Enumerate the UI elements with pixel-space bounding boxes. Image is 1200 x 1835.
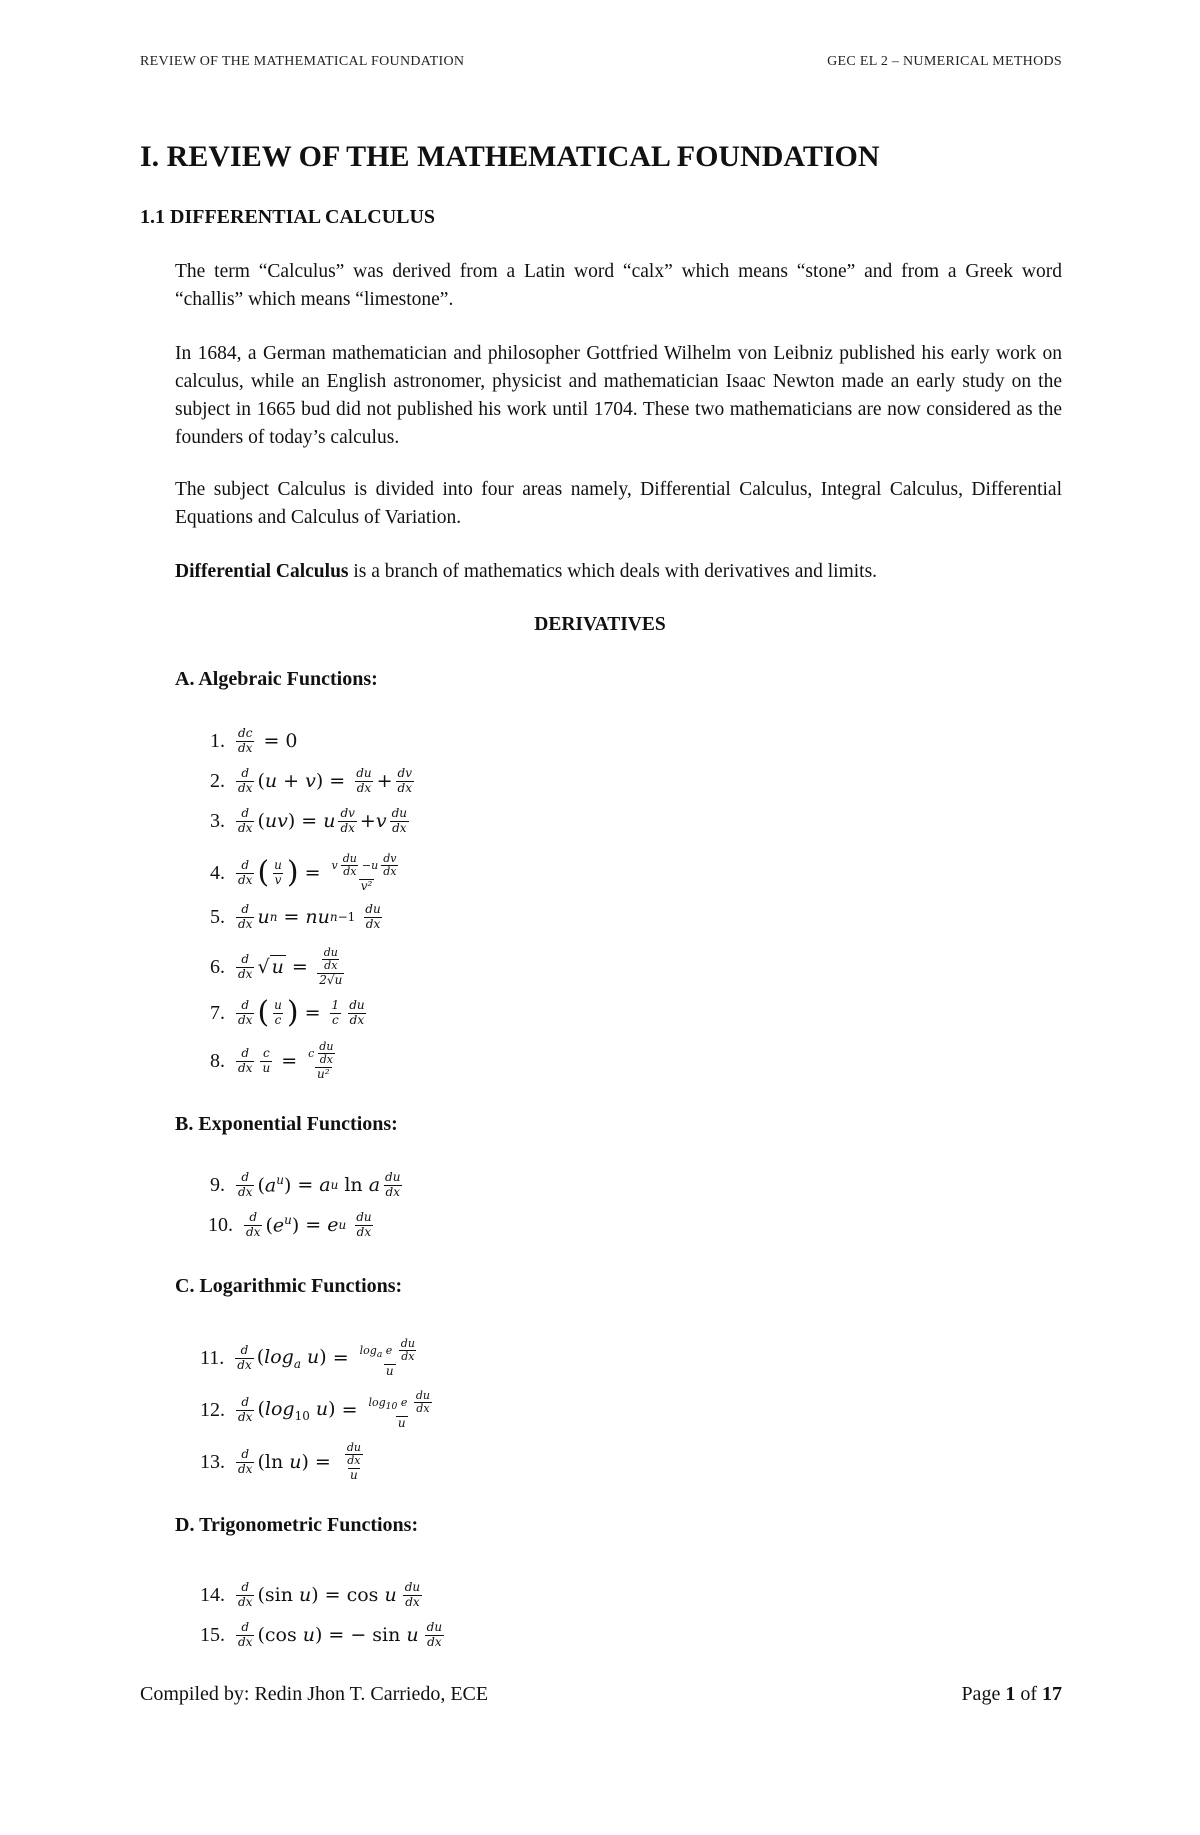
formula-9: 9. $\frac{d}{dx}$ $(a^u)$ = a u ln a $\frac{du}{dx}$ — [210, 1170, 401, 1199]
formula-number: 4. — [210, 861, 225, 884]
formula-3: 3. $\frac{d}{dx}$ (uv) = u $\frac{dv}{dx}$ + v $\frac{du}{dx}$ — [210, 806, 407, 835]
page-label: Page — [961, 1683, 1006, 1705]
page-of: of — [1015, 1683, 1042, 1705]
section-title: 1.1 DIFFERENTIAL CALCULUS — [140, 206, 436, 228]
running-header-left: REVIEW OF THE MATHEMATICAL FOUNDATION — [140, 54, 465, 69]
formula-number: 5. — [210, 905, 225, 928]
formula-number: 3. — [210, 809, 225, 832]
page-total: 17 — [1042, 1683, 1062, 1705]
formula-10: 10. $\frac{d}{dx}$ $(e^u)$ = e u $\frac{du}{dx}$ — [208, 1210, 372, 1239]
formula-1: 1. $\frac{dc}{dx}$ = 0 — [210, 726, 298, 755]
formula-2: 2. $\frac{d}{dx}$ (u + v) = $\frac{du}{dx}$ + $\frac{dv}{dx}$ — [210, 766, 413, 795]
formula-6: 6. $\frac{d}{dx}$ √ u = $\frac{\frac{du}{dx}}{2√u}$ — [210, 945, 343, 987]
formula-13: 13. $\frac{d}{dx}$ (ln u) = $\frac{\frac{du}{dx}}{u}$ — [200, 1440, 361, 1482]
formula-15: 15. $\frac{d}{dx}$ (cos u) = − sin u $\frac{du}{dx}$ — [200, 1620, 443, 1649]
formula-number: 10. — [208, 1213, 233, 1236]
formula-number: 13. — [200, 1450, 225, 1473]
subhead-trigonometric: D. Trigonometric Functions: — [175, 1514, 419, 1536]
paragraph-definition — [175, 558, 1062, 586]
formula-number: 14. — [200, 1583, 225, 1606]
footer-page-number — [961, 1683, 1062, 1706]
formula-7: 7. $\frac{d}{dx}$ ( $\frac{u}{c}$ ) = $\frac{1}{c}$ $\frac{du}{dx}$ — [210, 995, 365, 1030]
formula-12: 12. $\frac{d}{dx}$ ($\log_{10}$ u) = $\log_{10} e$ $\frac{du}{dx}$ u — [200, 1388, 430, 1430]
formula-number: 12. — [200, 1398, 225, 1421]
definition-term: Differential Calculus — [175, 561, 349, 582]
subhead-algebraic: A. Algebraic Functions: — [175, 668, 378, 690]
paragraph-areas: The subject Calculus is divided into four areas namely, Differential Calculus, Integral Calculus, Differential Equations and Calculus of Variation. — [175, 479, 1062, 528]
formula-14: 14. $\frac{d}{dx}$ (sin u) = cos u $\frac{du}{dx}$ — [200, 1580, 421, 1609]
formula-number: 1. — [210, 729, 225, 752]
formula-number: 2. — [210, 769, 225, 792]
running-header-right: GEC EL 2 – NUMERICAL METHODS — [827, 54, 1062, 69]
subhead-logarithmic: C. Logarithmic Functions: — [175, 1275, 403, 1297]
formula-number: 11. — [200, 1346, 225, 1369]
formula-11: 11. $\frac{d}{dx}$ ($\log_a$ u) = $\log_a e$ $\frac{du}{dx}$ u — [200, 1336, 415, 1378]
paragraph-etymology: The term “Calculus” was derived from a Latin word “calx” which means “stone” and from a Greek word “challis” which means “limestone”. — [175, 261, 1062, 310]
formula-number: 7. — [210, 1001, 225, 1024]
formula-8: 8. $\frac{d}{dx}$ $\frac{c}{u}$ = c $\frac{du}{dx}$ u² — [210, 1039, 334, 1081]
formula-number: 9. — [210, 1173, 225, 1196]
subhead-exponential: B. Exponential Functions: — [175, 1113, 398, 1135]
formula-number: 8. — [210, 1049, 225, 1072]
derivatives-heading: DERIVATIVES — [534, 614, 666, 635]
paragraph-history: In 1684, a German mathematician and philosopher Gottfried Wilhelm von Leibniz published his early work on calculus, while an English astronomer, physicist and mathematician Isaac Newton made an early study on the subject in 1665 bud did not published his work until 1704. These two mathematicians are now considered as the founders of today’s calculus. — [175, 343, 1062, 448]
formula-4: 4. $\frac{d}{dx}$ ( $\frac{u}{v}$ ) = v $\frac{du}{dx}$ −u $\frac{dv}{dx}$ v² — [210, 851, 397, 893]
formula-5: 5. $\frac{d}{dx}$ u n = nu n−1 $\frac{du}{dx}$ — [210, 902, 381, 931]
definition-text: is a branch of mathematics which deals with derivatives and limits. — [348, 561, 878, 582]
footer-compiled-by: Compiled by: Redin Jhon T. Carriedo, ECE — [140, 1683, 489, 1705]
page-current: 1 — [1005, 1683, 1016, 1705]
formula-number: 6. — [210, 955, 225, 978]
formula-number: 15. — [200, 1623, 225, 1646]
chapter-title: I. REVIEW OF THE MATHEMATICAL FOUNDATION — [140, 140, 880, 173]
